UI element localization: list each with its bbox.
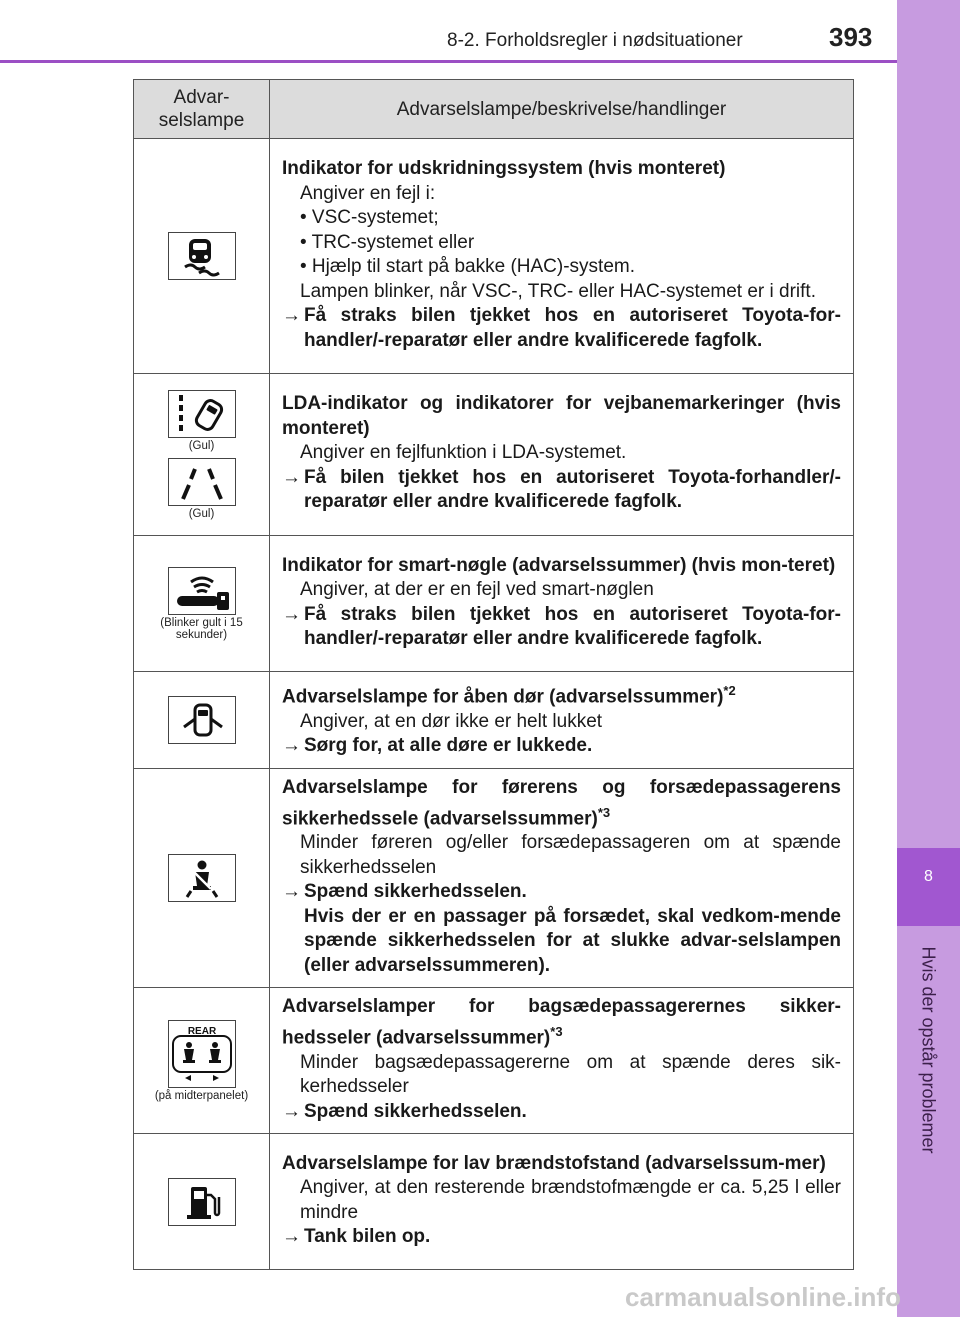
rear-left-seatbelt xyxy=(183,1042,195,1063)
action-extra-text: Hvis der er en passager på forsædet, skal vedkom-mende spænde sikkerhedsselen for at slukke advar-selslampen (eller advarselssummeren). xyxy=(304,905,841,976)
lamp-cell xyxy=(134,769,270,988)
lamp-cell xyxy=(134,536,270,672)
footnote-ref: *3 xyxy=(597,804,611,820)
bullet-item: • TRC-systemet eller xyxy=(300,231,475,253)
description-cell xyxy=(270,536,854,672)
description-cell xyxy=(270,988,854,1134)
description-cell xyxy=(270,1134,854,1270)
action-text: Tank bilen op. xyxy=(304,1226,431,1248)
arrow-icon: → xyxy=(282,1226,301,1248)
action-line xyxy=(282,880,841,905)
table-row xyxy=(134,672,854,769)
icon-caption: (på midterpanelet) xyxy=(154,1089,249,1102)
action-text: Spænd sikkerhedsselen. xyxy=(304,1100,527,1122)
arrow-icon: → xyxy=(282,305,301,326)
column-header-lamp: Advar- selslampe xyxy=(134,80,270,139)
table-row xyxy=(134,536,854,672)
lamp-cell xyxy=(134,374,270,536)
entry-text: Angiver en fejlfunktion i LDA-systemet. xyxy=(300,442,627,464)
arrow-icon: → xyxy=(282,1100,301,1122)
side-tab-active[interactable] xyxy=(897,848,960,926)
entry-text: Angiver, at den resterende brændstofmængde er ca. 5,25 l eller mindre xyxy=(300,1177,841,1223)
lamp-cell xyxy=(134,139,270,374)
entry-title: Indikator for udskridningssystem (hvis monteret) xyxy=(282,158,726,179)
lamp-cell xyxy=(134,1134,270,1270)
action-line xyxy=(282,466,841,515)
entry-text: Lampen blinker, når VSC-, TRC- eller HAC-systemet er i drift. xyxy=(300,280,816,302)
page-number: 393 xyxy=(829,22,873,52)
entry-title xyxy=(282,776,841,831)
arrow-icon: → xyxy=(282,603,301,625)
description-cell xyxy=(270,769,854,988)
action-line xyxy=(282,1100,841,1125)
entry-title: Indikator for smart-nøgle (advarselssummer) (hvis mon-teret) xyxy=(282,554,836,576)
header-rule xyxy=(0,60,897,63)
seatbelt-icon xyxy=(168,854,236,902)
entry-text: Angiver, at en dør ikke er helt lukket xyxy=(300,710,603,732)
entry-title: LDA-indikator og indikatorer for vejbanemarkeringer (hvis monteret) xyxy=(282,393,841,439)
arrow-icon: → xyxy=(282,466,301,488)
column-header-description: Advarselslampe/beskrivelse/handlinger xyxy=(270,80,854,139)
action-line xyxy=(282,603,841,652)
entry-text: Minder føreren og/eller forsædepassageren om at spænde sikkerhedsselen xyxy=(300,832,841,878)
bullet-item: • VSC-systemet; xyxy=(300,207,439,228)
entry-text: Angiver en fejl i: xyxy=(300,182,436,204)
skid-car-icon xyxy=(168,232,236,280)
icon-caption: (Blinker gult i 15 sekunder) xyxy=(160,616,243,641)
watermark: carmanualsonline.info xyxy=(625,1282,901,1312)
rear-right-seatbelt xyxy=(209,1042,221,1063)
action-line xyxy=(282,734,841,759)
lamp-cell xyxy=(134,672,270,769)
action-line xyxy=(282,1225,841,1250)
entry-title-text: Advarselslampe for åben dør (advarselssummer) xyxy=(282,686,724,708)
arrow-icon: → xyxy=(282,881,301,903)
footnote-ref: *3 xyxy=(550,1023,563,1039)
table-row xyxy=(134,1134,854,1270)
entry-text: Minder bagsædepassagererne om at spænde deres sik-kerhedsseler xyxy=(300,1051,841,1098)
entry-title-text: Advarselslampe for førerens og forsædepassagerens sikkerhedssele (advarselssummer) xyxy=(282,777,841,829)
door-open-icon xyxy=(168,696,236,744)
smart-key-icon xyxy=(168,567,236,615)
entry-text: Angiver, at der er en fejl ved smart-nøglen xyxy=(300,579,654,600)
footnote-ref: *2 xyxy=(723,683,736,699)
fuel-pump-icon xyxy=(168,1178,236,1226)
chapter-title: Hvis der opstår problemer xyxy=(918,946,939,1154)
entry-title: Advarselslampe for lav brændstofstand (advarselssum-mer) xyxy=(282,1152,826,1174)
entry-title xyxy=(282,995,841,1050)
lane-departure-icon xyxy=(168,390,236,438)
entry-title xyxy=(282,679,841,710)
action-text: Få straks bilen tjekket hos en autoriseret Toyota-for-handler/-reparatør eller andre kvalificerede fagfolk. xyxy=(304,305,841,351)
table-row xyxy=(134,988,854,1134)
description-cell xyxy=(270,139,854,374)
rear-label: REAR xyxy=(187,1025,216,1037)
chapter-number: 8 xyxy=(924,868,933,885)
action-text: Spænd sikkerhedsselen. xyxy=(304,881,527,903)
action-line xyxy=(282,304,841,353)
action-text: Få bilen tjekket hos en autoriseret Toyota-forhandler/-reparatør eller andre kvalificerede fagfolk. xyxy=(304,466,841,513)
rear-seatbelt-icon xyxy=(168,1020,236,1088)
action-text: Sørg for, at alle døre er lukkede. xyxy=(304,735,593,757)
bullet-item: • Hjælp til start på bakke (HAC)-system. xyxy=(300,256,636,277)
section-title: 8-2. Forholdsregler i nødsituationer xyxy=(447,30,743,51)
icon-caption: (Gul) xyxy=(188,507,215,520)
table-header-row xyxy=(134,80,854,139)
lane-markings-icon xyxy=(168,458,236,506)
table-row xyxy=(134,139,854,374)
arrow-icon: → xyxy=(282,735,301,757)
icon-caption: (Gul) xyxy=(188,439,215,452)
entry-title-text: Advarselslamper for bagsædepassagerernes sikker-hedsseler (advarselssummer) xyxy=(282,996,841,1049)
table-row xyxy=(134,769,854,988)
description-cell xyxy=(270,374,854,536)
action-text: Få straks bilen tjekket hos en autoriseret Toyota-for-handler/-reparatør eller andre kvalificerede fagfolk. xyxy=(304,603,841,649)
lamp-cell xyxy=(134,988,270,1134)
description-cell xyxy=(270,672,854,769)
warning-lamp-table xyxy=(133,79,854,1270)
table-row xyxy=(134,374,854,536)
